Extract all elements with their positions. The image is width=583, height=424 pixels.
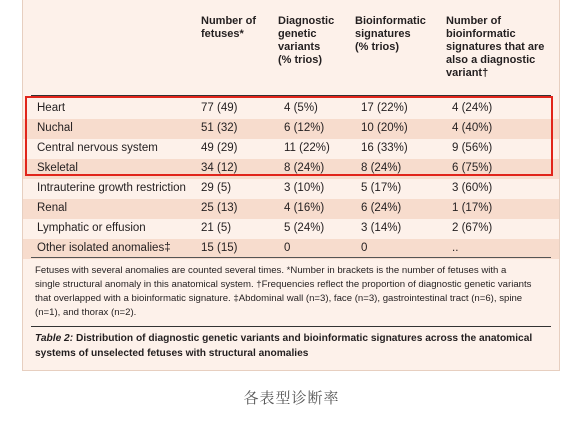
table-bottom-rule (31, 257, 551, 258)
diagnostic-cell: 3 (10%) (284, 182, 325, 194)
header-line: Bioinformatic (355, 15, 426, 27)
fetuses-cell: 49 (29) (201, 142, 238, 154)
footnote-line: that overlapped with a bioinformatic signature. ‡Abdominal wall (n=3), face (n=3), gastrointestinal tract (n=6), spine (35, 293, 523, 304)
table-row (23, 139, 559, 159)
bioinformatic-cell: 8 (24%) (361, 162, 402, 174)
diagnostic-cell: 8 (24%) (284, 162, 325, 174)
diagnostic-cell: 5 (24%) (284, 222, 325, 234)
table-card (22, 0, 560, 371)
fetuses-cell: 51 (32) (201, 122, 238, 134)
fetuses-cell: 21 (5) (201, 222, 232, 234)
header-line: variant† (446, 67, 489, 79)
row-label: Renal (37, 202, 68, 214)
footnote-line: (n=1), and thorax (n=2). (35, 307, 137, 318)
header-line: also a diagnostic (446, 54, 536, 66)
header-line: (% trios) (355, 41, 399, 53)
overlap-cell: 6 (75%) (452, 162, 493, 174)
header-line: variants (278, 41, 321, 53)
diagnostic-cell: 6 (12%) (284, 122, 325, 134)
table-footnote (35, 264, 553, 320)
overlap-cell: 3 (60%) (452, 182, 493, 194)
header-line: genetic (278, 28, 317, 40)
fetuses-cell: 25 (13) (201, 202, 238, 214)
overlap-cell: .. (452, 242, 459, 254)
row-label: Other isolated anomalies‡ (37, 242, 171, 254)
fetuses-cell: 15 (15) (201, 242, 238, 254)
row-label: Heart (37, 102, 66, 114)
diagnostic-cell: 4 (5%) (284, 102, 318, 114)
table-caption (35, 331, 555, 361)
row-label: Lymphatic or effusion (37, 222, 146, 234)
header-line: fetuses* (201, 28, 244, 40)
bioinformatic-cell: 0 (361, 242, 368, 254)
table-row (23, 199, 559, 219)
row-label: Intrauterine growth restriction (37, 182, 186, 194)
caption-line: systems of unselected fetuses with structural anomalies (35, 348, 309, 359)
bioinformatic-cell: 6 (24%) (361, 202, 402, 214)
header-rule (31, 95, 551, 96)
table-header (23, 0, 559, 96)
header-line: signatures that are (446, 41, 545, 53)
header-line: (% trios) (278, 54, 322, 66)
overlap-cell: 4 (24%) (452, 102, 493, 114)
image-caption-text: 各表型诊断率 (243, 390, 340, 407)
diagnostic-cell: 11 (22%) (284, 142, 330, 154)
row-label: Skeletal (37, 162, 78, 174)
caption-label: Table 2: (35, 333, 74, 344)
diagnostic-cell: 4 (16%) (284, 202, 325, 214)
bioinformatic-cell: 16 (33%) (361, 142, 408, 154)
header-line: bioinformatic (446, 28, 516, 40)
header-line: Number of (446, 15, 501, 27)
header-line: Number of (201, 15, 256, 27)
header-overlap (446, 15, 544, 80)
header-diagnostic (278, 15, 334, 67)
fetuses-cell: 77 (49) (201, 102, 238, 114)
table-row (23, 239, 559, 259)
overlap-cell: 1 (17%) (452, 202, 493, 214)
fetuses-cell: 29 (5) (201, 182, 232, 194)
bioinformatic-cell: 17 (22%) (361, 102, 408, 114)
overlap-cell: 4 (40%) (452, 122, 493, 134)
overlap-cell: 2 (67%) (452, 222, 493, 234)
table-row (23, 159, 559, 179)
header-bioinformatic (355, 15, 426, 54)
table-row (23, 179, 559, 199)
table-row (23, 219, 559, 239)
header-line: Diagnostic (278, 15, 335, 27)
footnote-line: Fetuses with several anomalies are counted several times. *Number in brackets is the number of fetuses with a (35, 265, 507, 276)
table-row (23, 119, 559, 139)
caption-line: Distribution of diagnostic genetic variants and bioinformatic signatures across the anatomical (73, 333, 533, 344)
fetuses-cell: 34 (12) (201, 162, 238, 174)
header-line: signatures (355, 28, 411, 40)
row-label: Nuchal (37, 122, 73, 134)
footnote-line: single structural anomaly in this anatomical system. †Frequencies reflect the proportion of diagnostic genetic variants (35, 279, 532, 290)
bioinformatic-cell: 3 (14%) (361, 222, 402, 234)
bioinformatic-cell: 5 (17%) (361, 182, 402, 194)
diagnostic-cell: 0 (284, 242, 291, 254)
bioinformatic-cell: 10 (20%) (361, 122, 408, 134)
row-label: Central nervous system (37, 142, 158, 154)
overlap-cell: 9 (56%) (452, 142, 493, 154)
table-row (23, 99, 559, 119)
header-fetuses (201, 15, 256, 41)
caption-rule (31, 326, 551, 327)
